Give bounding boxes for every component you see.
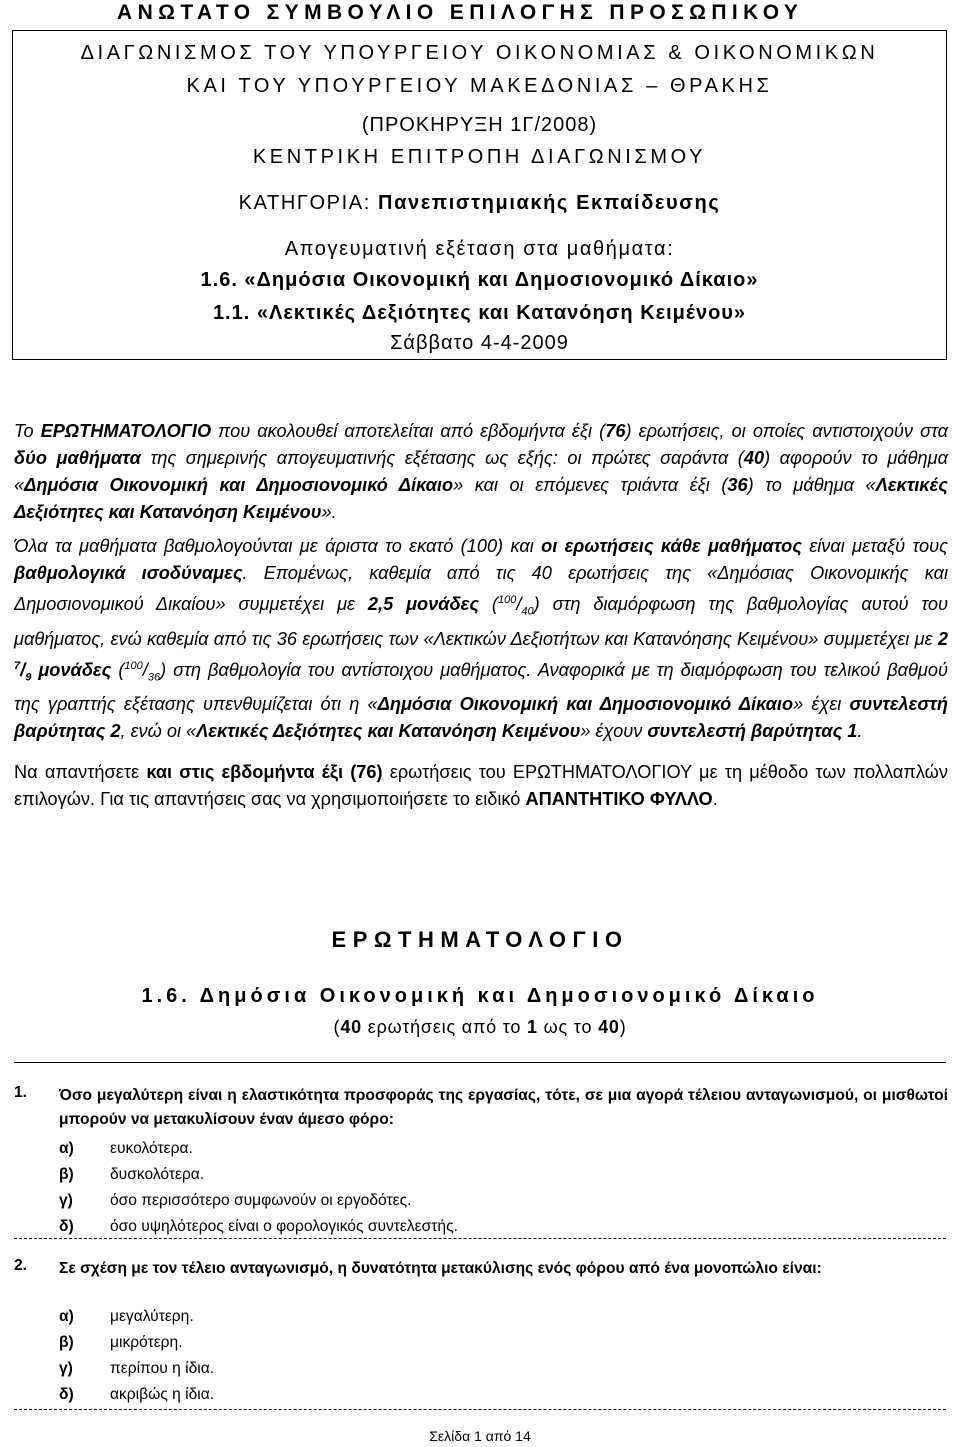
organization-title: ΑΝΩΤΑΤΟ ΣΥΜΒΟΥΛΙΟ ΕΠΙΛΟΓΗΣ ΠΡΟΣΩΠΙΚΟΥ: [117, 1, 804, 24]
instructions-paragraph-3: Να απαντήσετε και στις εβδομήντα έξι (76) ερωτήσεις του ΕΡΩΤΗΜΑΤΟΛΟΓΙΟΥ με τη μέθοδο των πολλαπλών επιλογών. Για τις απαντήσεις σας να χρησιμοποιήσετε το ειδικό ΑΠΑΝΤΗΤΙΚΟ ΦΥΛΛΟ.: [14, 762, 948, 810]
section-title: 1.6. Δημόσια Οικονομική και Δημοσιονομικό Δίκαιο: [141, 985, 819, 1007]
page-number: Σελίδα 1 από 14: [429, 1428, 531, 1444]
footer-divider: [14, 1409, 946, 1410]
instructions: [14, 418, 948, 813]
exam-date: Σάββατο 4-4-2009: [390, 332, 569, 354]
exam-page: ΑΝΩΤΑΤΟ ΣΥΜΒΟΥΛΙΟ ΕΠΙΛΟΓΗΣ ΠΡΟΣΩΠΙΚΟΥ ΔΙΑΓΩΝΙΣΜΟΣ ΤΟΥ ΥΠΟΥΡΓΕΙΟΥ ΟΙΚΟΝΟΜΙΑΣ & ΟΙΚΟΝΟΜΙΚΩΝ ΚΑΙ ΤΟΥ ΥΠΟΥΡΓΕΙΟΥ ΜΑΚΕΔΟΝΙΑΣ – ΘΡΑΚΗΣ (ΠΡΟΚΗΡΥΞΗ 1Γ/2008) ΚΕΝΤΡΙΚΗ ΕΠΙΤΡΟΠΗ ΔΙΑΓΩΝΙΣΜΟΥ ΚΑΤΗΓΟΡΙΑ: Πανεπιστημιακής Εκπαίδευσης Απογευματινή εξέταση στα μαθήματα: 1.6. «Δημόσια Οικονομική και Δημοσιονομικό Δίκαιο» 1.1. «Λεκτικές Δεξιότητες και Κατανόηση Κειμένου» Σάββατο 4-4-2009 Το ΕΡΩΤΗΜΑΤΟΛΟΓΙΟ που ακολουθεί αποτελείται από εβδομήντα έξι (76) ερωτήσεις, οι οποίες αντιστοιχούν στα δύο μαθήματα της σημερινής απογευματινής εξέτασης ως εξής: οι πρώτες σαράντα (40) αφορούν το μάθημα «Δημόσια Οικονομική και Δημοσιονομικό Δίκαιο» και οι επόμενες τριάντα έξι (36) το μάθημα «Λεκτικές Δεξιότητες και Κατανόηση Κειμένου». Όλα τα μαθήματα βαθμολογούνται με άριστα το εκατό (100) και οι ερωτήσεις κάθε μαθήματος είναι μεταξύ τους βαθμολογικά ισοδύναμες. Επομένως, καθεμία από τις 40 ερωτήσεις της «Δημόσιας Οικονομικής και Δημοσιονομικού Δικαίου» συμμετέχει με 2,5 μονάδες $(^{100}/_{40})$ στη διαμόρφωση της βαθμολογίας αυτού του μαθήματος, ενώ καθεμία από τις 36 ερωτήσεις των «Λεκτικών Δεξιοτήτων και Κατανόησης Κειμένου» συμμετέχει με 2 $^7/_9$ μονάδες $(^{100}/_{36})$ στη βαθμολογία του αντίστοιχου μαθήματος. Αναφορικά με τη διαμόρφωση του τελικού βαθμού της γραπτής εξέτασης υπενθυμίζεται ότι η «Δημόσια Οικονομική και Δημοσιονομικό Δίκαιο» έχει συντελεστή βαρύτητας 2, ενώ οι «Λεκτικές Δεξιότητες και Κατανόηση Κειμένου» έχουν συντελεστή βαρύτητας 1. Να απαντήσετε και στις εβδομήντα έξι (76) ερωτήσεις του ΕΡΩΤΗΜΑΤΟΛΟΓΙΟΥ με τη μέθοδο των πολλαπλών επιλογών. Για τις απαντήσεις σας να χρησιμοποιήσετε το ειδικό ΑΠΑΝΤΗΤΙΚΟ ΦΥΛΛΟ. ΕΡΩΤΗΜΑΤΟΛΟΓΙΟ 1.6. Δημόσια Οικονομική και Δημοσιονομικό Δίκαιο (40 ερωτήσεις από το 1 ως το 40) 1. Όσο μεγαλύτερη είναι η ελαστικότητα προσφοράς της εργασίας, τότε, σε μια αγορά τέλειου ανταγωνισμού, οι μισθωτοί μπορούν να μετακυλίσουν έναν άμεσο φόρο: α) ευκολότερα. β) δυσκολότερα. γ) όσο περισσότερο συμφωνούν οι εργοδότες. δ) όσο υψηλότερος είναι ο φορολογικός συντελεστής. 2. Σε σχέση με τον τέλειο ανταγωνισμό, η δυνατότητα μετακύλισης ενός φόρου από ένα μονοπώλιο είναι: α) μεγαλύτερη. β) μικρότερη. γ) περίπου η ίδια. δ) ακριβώς η ίδια. Σελίδα 1 από 14: [0, 0, 960, 1447]
section-divider: [14, 1062, 946, 1063]
question-divider: [14, 1238, 946, 1239]
exam-header-box: [12, 30, 947, 360]
course-2-title: 1.1. «Λεκτικές Δεξιότητες και Κατανόηση Κειμένου»: [212, 302, 747, 324]
question-number: 2.: [14, 1257, 28, 1274]
question-number: 1.: [14, 1084, 28, 1101]
instructions-paragraph-2: Όλα τα μαθήματα βαθμολογούνται με άριστα το εκατό (100) και οι ερωτήσεις κάθε μαθήματος είναι μεταξύ τους βαθμολογικά ισοδύναμες. Επομένως, καθεμία από τις 40 ερωτήσεις της «Δημόσιας Οικονομικής και Δημοσιονομικού Δικαίου» συμμετέχει με 2,5 μονάδες $(^{100}/_{40})$ στη διαμόρφωση της βαθμολογίας αυτού του μαθήματος, ενώ καθεμία από τις 36 ερωτήσεις των «Λεκτικών Δεξιοτήτων και Κατανόησης Κειμένου» συμμετέχει με 2 $^7/_9$ μονάδες $(^{100}/_{36})$ στη βαθμολογία του αντίστοιχου μαθήματος. Αναφορικά με τη διαμόρφωση του τελικού βαθμού της γραπτής εξέτασης υπενθυμίζεται ότι η «Δημόσια Οικονομική και Δημοσιονομικό Δίκαιο» έχει συντελεστή βαρύτητας 2, ενώ οι «Λεκτικές Δεξιότητες και Κατανόηση Κειμένου» έχουν συντελεστή βαρύτητας 1.: [14, 536, 948, 742]
category-line: [13, 191, 946, 215]
question-text: Όσο μεγαλύτερη είναι η ελαστικότητα προσφοράς της εργασίας, τότε, σε μια αγορά τέλειου ανταγωνισμού, οι μισθωτοί μπορούν να μετακυλίσουν έναν άμεσο φόρο:: [59, 1087, 948, 1128]
header-line-2: ΚΑΙ ΤΟΥ ΥΠΟΥΡΓΕΙΟΥ ΜΑΚΕΔΟΝΙΑΣ – ΘΡΑΚΗΣ: [186, 75, 773, 97]
category-label: ΚΑΤΗΓΟΡΙΑ:: [238, 192, 379, 214]
header-line-3: (ΠΡΟΚΗΡΥΞΗ 1Γ/2008): [361, 114, 598, 136]
instructions-paragraph-1: Το ΕΡΩΤΗΜΑΤΟΛΟΓΙΟ που ακολουθεί αποτελείται από εβδομήντα έξι (76) ερωτήσεις, οι οποίες αντιστοιχούν στα δύο μαθήματα της σημερινής απογευματινής εξέτασης ως εξής: οι πρώτες σαράντα (40) αφορούν το μάθημα «Δημόσια Οικονομική και Δημοσιονομικό Δίκαιο» και οι επόμενες τριάντα έξι (36) το μάθημα «Λεκτικές Δεξιότητες και Κατανόηση Κειμένου».: [14, 421, 948, 522]
header-line-4: ΚΕΝΤΡΙΚΗ ΕΠΙΤΡΟΠΗ ΔΙΑΓΩΝΙΣΜΟΥ: [252, 146, 707, 168]
course-1-title: 1.6. «Δημόσια Οικονομική και Δημοσιονομικό Δίκαιο»: [200, 269, 759, 291]
exam-label: Απογευματινή εξέταση στα μαθήματα:: [284, 238, 675, 260]
section-subtitle: (40 ερωτήσεις από το 1 ως το 40): [333, 1017, 627, 1037]
header-line-1: ΔΙΑΓΩΝΙΣΜΟΣ ΤΟΥ ΥΠΟΥΡΓΕΙΟΥ ΟΙΚΟΝΟΜΙΑΣ & ΟΙΚΟΝΟΜΙΚΩΝ: [80, 42, 879, 64]
category-value: Πανεπιστημιακής Εκπαίδευσης: [378, 192, 721, 214]
questionnaire-title: ΕΡΩΤΗΜΑΤΟΛΟΓΙΟ: [331, 927, 629, 952]
question-text: Σε σχέση με τον τέλειο ανταγωνισμό, η δυνατότητα μετακύλισης ενός φόρου από ένα μονοπώλιο είναι:: [59, 1260, 822, 1277]
